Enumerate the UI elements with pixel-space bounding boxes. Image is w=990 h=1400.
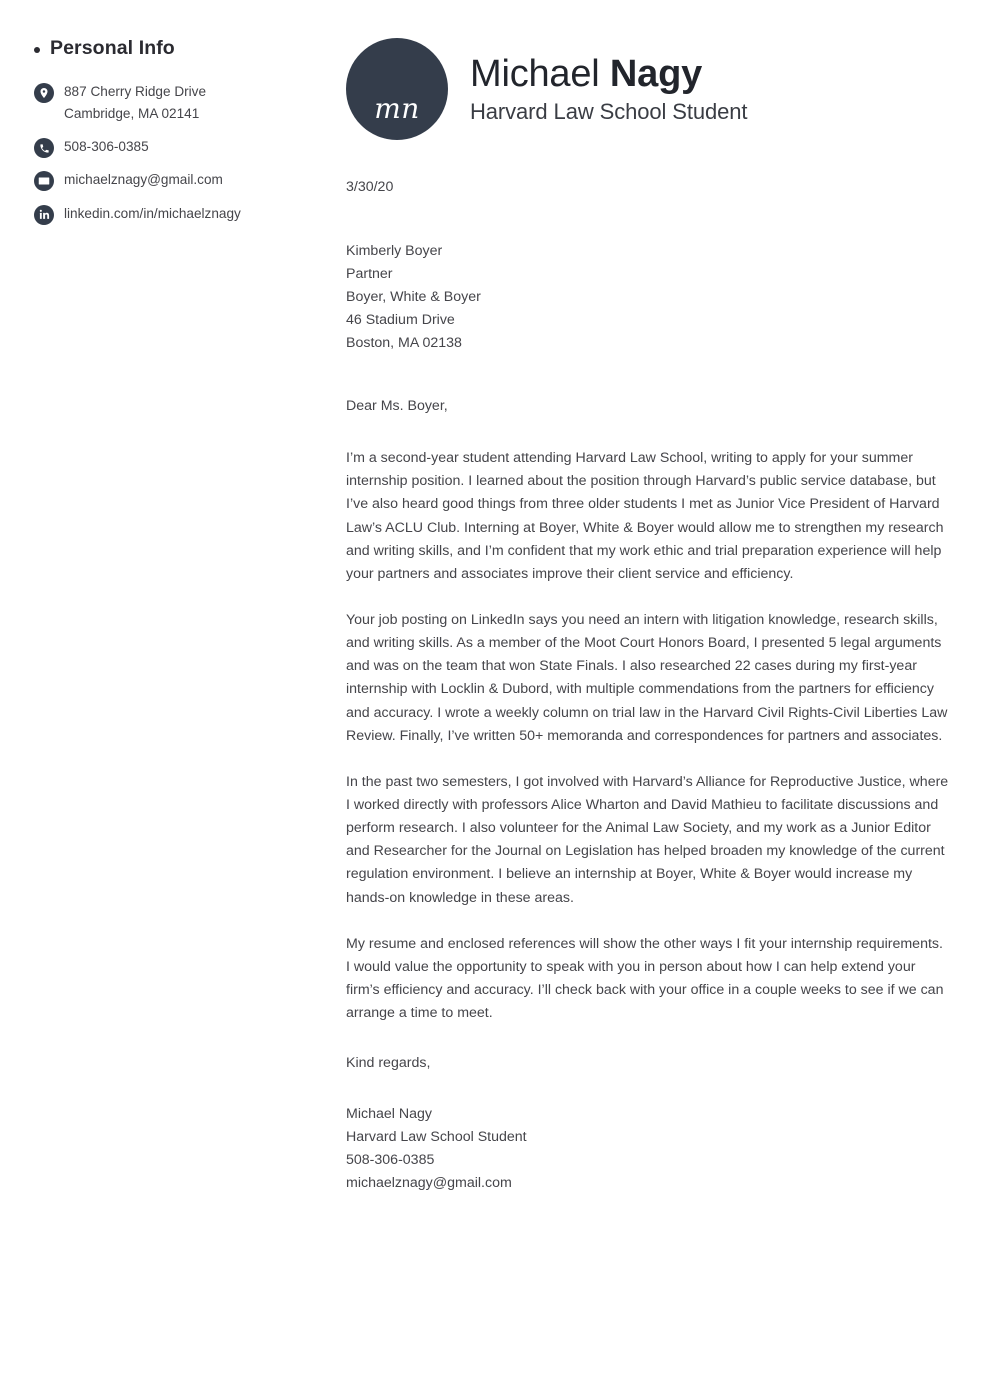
page-title bbox=[470, 53, 747, 97]
contact-linkedin[interactable] bbox=[34, 203, 310, 225]
contact-address-line1: 887 Cherry Ridge Drive bbox=[64, 84, 207, 100]
signature-title: Harvard Law School Student bbox=[346, 1129, 527, 1146]
bullet-icon bbox=[34, 47, 40, 53]
body-paragraph: My resume and enclosed references will show the other ways I fit your internship requirements. I would value the opportunity to speak with you in person about how I can help extend your firm’s efficiency and accuracy. I’ll check back with your office in a couple weeks to see if we can arrange a time to meet. bbox=[346, 935, 944, 1022]
signature-block bbox=[346, 1103, 950, 1196]
contact-phone-text: 508-306-0385 bbox=[64, 139, 149, 155]
sidebar-heading bbox=[34, 38, 310, 59]
letter-date: 3/30/20 bbox=[346, 179, 394, 195]
sidebar-personal-info bbox=[0, 0, 310, 225]
job-title: Harvard Law School Student bbox=[470, 98, 748, 124]
contact-email-text: michaelznagy@gmail.com bbox=[64, 172, 223, 188]
recipient-street: 46 Stadium Drive bbox=[346, 312, 455, 329]
last-name: Nagy bbox=[609, 52, 703, 95]
body-paragraphs bbox=[346, 447, 950, 1025]
avatar bbox=[346, 38, 448, 140]
contact-phone[interactable] bbox=[34, 136, 310, 158]
first-name: Michael bbox=[470, 52, 610, 95]
sidebar-heading-label: Personal Info bbox=[50, 37, 175, 59]
contact-email[interactable] bbox=[34, 169, 310, 191]
body-paragraph: In the past two semesters, I got involved with Harvard’s Alliance for Reproductive Justice, where I worked directly with professors Alice Wharton and David Mathieu to facilitate discussions and perform research. I also volunteer for the Animal Law Society, and my work as a Junior Editor and Researcher for the Journal on Legislation has helped broaden my knowledge of the current regulation environment. I believe an internship at Boyer, White & Boyer would increase my hands-on knowledge in these areas. bbox=[346, 773, 949, 906]
contact-linkedin-text: linkedin.com/in/michaelznagy bbox=[64, 205, 241, 221]
body-paragraph: I’m a second-year student attending Harvard Law School, writing to apply for your summer internship position. I learned about the position through Harvard’s public service database, but I’ve also heard good things from three older students I met as Junior Vice President of Harvard Law’s ACLU Club. Interning at Boyer, White & Boyer would allow me to strengthen my research and writing skills, and I’m confident that my work ethic and trial preparation experience will help your partners and associates improve their client service and efficiency. bbox=[346, 450, 944, 582]
recipient-company: Boyer, White & Boyer bbox=[346, 289, 481, 305]
letter-body bbox=[310, 0, 990, 1196]
signature-name: Michael Nagy bbox=[346, 1105, 432, 1122]
salutation: Dear Ms. Boyer, bbox=[346, 398, 448, 415]
envelope-icon bbox=[34, 171, 54, 191]
recipient-block bbox=[346, 240, 950, 356]
letterhead bbox=[346, 38, 950, 140]
signature-phone: 508-306-0385 bbox=[346, 1152, 435, 1169]
body-paragraph: Your job posting on LinkedIn says you need an intern with litigation knowledge, research skills, and writing skills. As a member of the Moot Court Honors Board, I presented 5 legal arguments and was on the team that won State Finals. I also researched 22 cases during my first-year internship with Locklin & Dubord, with multiple commendations from the partners for efficiency and accuracy. I wrote a weekly column on trial law in the Harvard Civil Rights-Civil Liberties Law Review. Finally, I’ve written 50+ memoranda and correspondences for partners and associates. bbox=[346, 611, 948, 744]
contact-address[interactable] bbox=[34, 81, 310, 125]
recipient-name: Kimberly Boyer bbox=[346, 242, 443, 259]
recipient-city-state-zip: Boston, MA 02138 bbox=[346, 335, 462, 352]
contact-address-line2: Cambridge, MA 02141 bbox=[64, 106, 200, 122]
avatar-monogram: mn bbox=[374, 92, 420, 125]
closing-line: Kind regards, bbox=[346, 1055, 431, 1072]
linkedin-icon bbox=[34, 205, 54, 225]
map-pin-icon bbox=[34, 83, 54, 103]
name-block bbox=[470, 53, 747, 125]
recipient-role: Partner bbox=[346, 265, 393, 282]
contact-address-text bbox=[64, 81, 206, 125]
contact-list bbox=[34, 81, 310, 224]
signature-email: michaelznagy@gmail.com bbox=[346, 1175, 512, 1192]
phone-icon bbox=[34, 138, 54, 158]
